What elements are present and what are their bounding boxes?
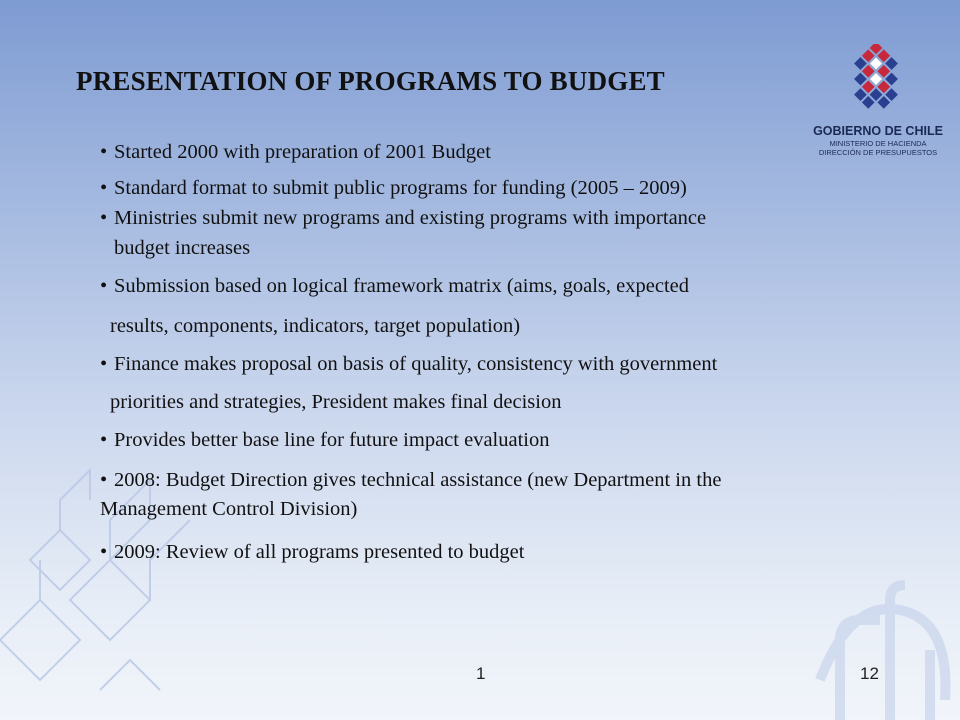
bullet-marker: • bbox=[100, 275, 108, 297]
bullet-text: Submission based on logical framework matrix (aims, goals, expected bbox=[114, 275, 690, 297]
bullet-text: Ministries submit new programs and existing programs with importance bbox=[114, 207, 707, 229]
bullet-marker: • bbox=[100, 177, 108, 199]
bullet-item bbox=[100, 352, 717, 376]
footer-page-left: 1 bbox=[476, 664, 486, 683]
bullet-item bbox=[100, 176, 687, 200]
bullet-marker: • bbox=[100, 141, 108, 163]
bullet-text: Standard format to submit public programs for funding (2005 – 2009) bbox=[114, 177, 687, 199]
logo-subtitle bbox=[808, 139, 948, 157]
logo-direction: DIRECCIÓN DE PRESUPUESTOS bbox=[818, 148, 938, 157]
bullet-marker: • bbox=[100, 541, 108, 563]
bullet-item bbox=[100, 206, 706, 230]
bullet-continuation: budget increases bbox=[114, 237, 251, 259]
bullet-text: Finance makes proposal on basis of quality, consistency with government bbox=[114, 353, 718, 375]
bullet-item bbox=[100, 468, 721, 492]
bullet-text: Provides better base line for future impact evaluation bbox=[114, 429, 550, 451]
bullet-text: 2009: Review of all programs presented to budget bbox=[114, 541, 525, 563]
bullet-marker: • bbox=[100, 353, 108, 375]
bullet-marker: • bbox=[100, 429, 108, 451]
logo-ministry: MINISTERIO DE HACIENDA bbox=[829, 139, 927, 148]
bullet-continuation: results, components, indicators, target population) bbox=[110, 315, 521, 337]
bullet-text: 2008: Budget Direction gives technical assistance (new Department in the bbox=[114, 469, 722, 491]
bullet-item bbox=[100, 274, 689, 298]
gobierno-de-chile-logo bbox=[806, 44, 946, 124]
bullet-marker: • bbox=[100, 469, 108, 491]
slide-title: PRESENTATION OF PROGRAMS TO BUDGET bbox=[76, 66, 665, 96]
bullet-continuation: priorities and strategies, President makes final decision bbox=[110, 391, 562, 413]
footer-page-number: 12 bbox=[860, 664, 879, 683]
bullet-text: Started 2000 with preparation of 2001 Budget bbox=[114, 141, 491, 163]
bullet-item bbox=[100, 428, 549, 452]
logo-title: GOBIERNO DE CHILE bbox=[813, 124, 943, 138]
bullet-item bbox=[100, 140, 491, 164]
bullet-continuation: Management Control Division) bbox=[100, 498, 358, 520]
bullet-item bbox=[100, 540, 524, 564]
bullet-marker: • bbox=[100, 207, 108, 229]
